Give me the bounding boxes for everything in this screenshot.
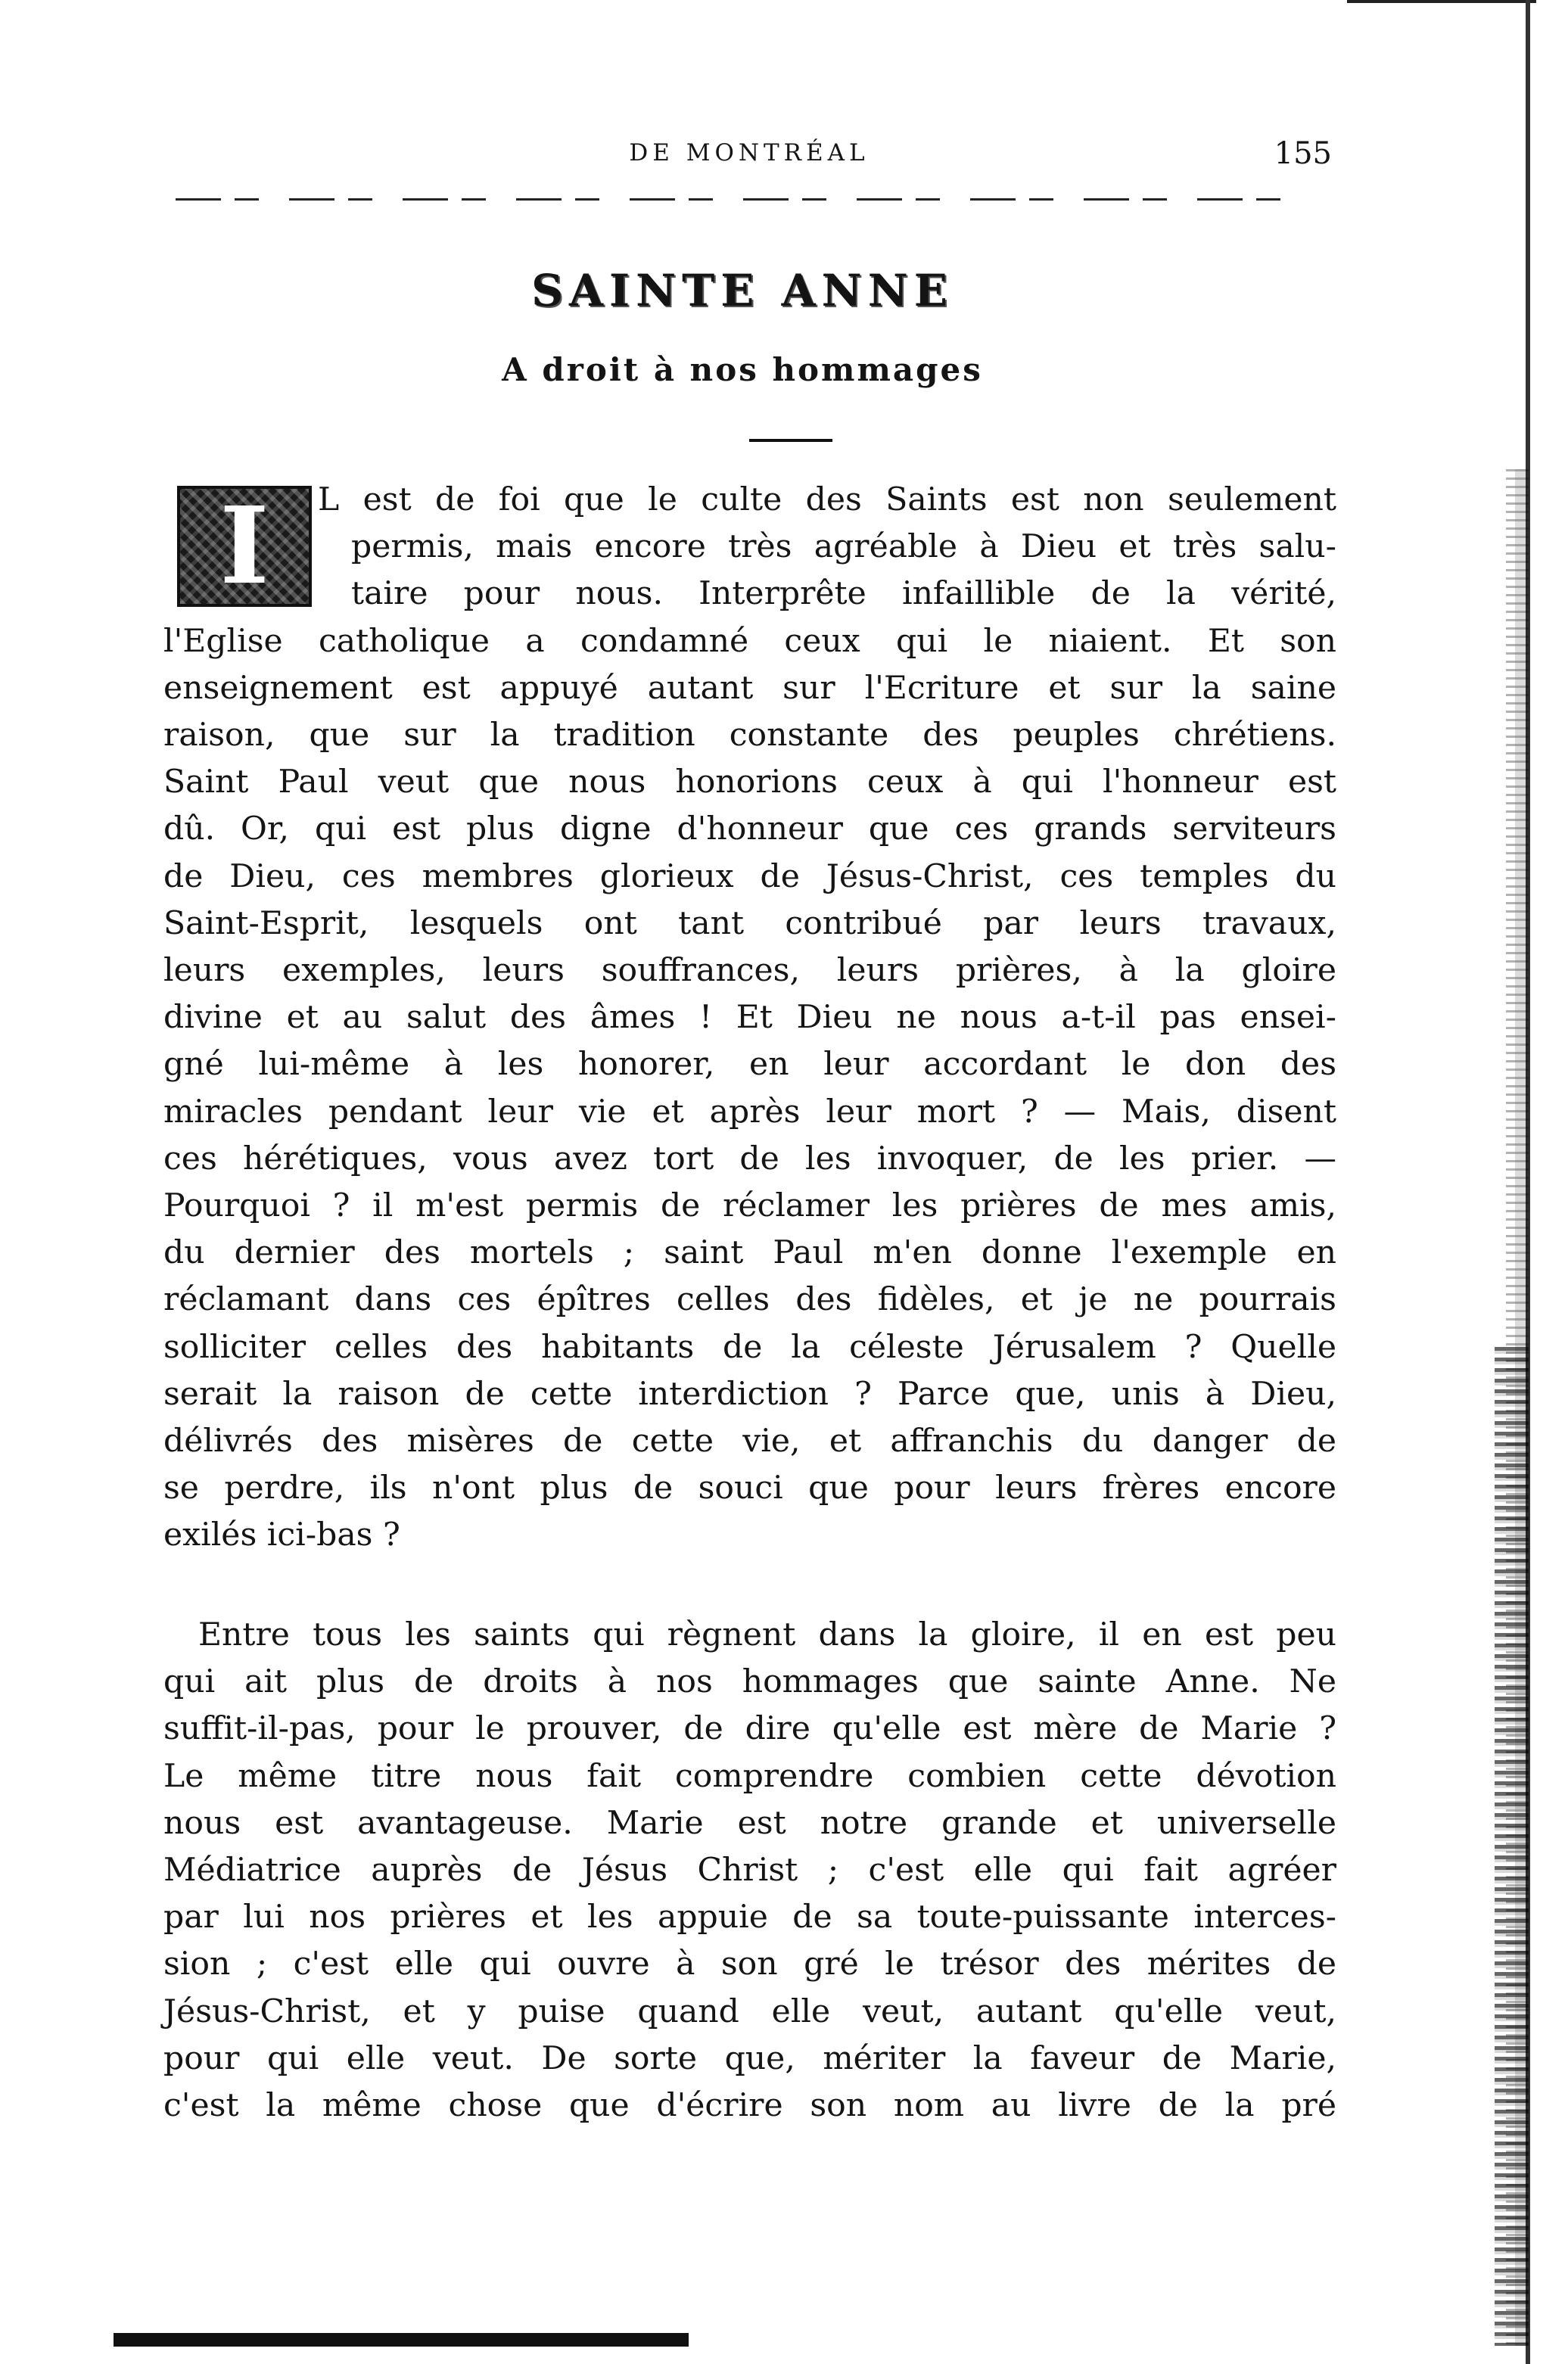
text-line: du dernier des mortels ; saint Paul m'en donne l'exemple en xyxy=(163,1234,1336,1272)
text-line: dû. Or, qui est plus digne d'honneur que ces grands serviteurs xyxy=(163,810,1336,848)
text-line: miracles pendant leur vie et après leur mort ? — Mais, disent xyxy=(163,1093,1336,1131)
text-line: exilés ici-bas ? xyxy=(163,1516,400,1554)
text-line: de Dieu, ces membres glorieux de Jésus-Christ, ces temples du xyxy=(163,857,1336,895)
header-rule xyxy=(176,198,1309,201)
text-line: l'Eglise catholique a condamné ceux qui le niaient. Et son xyxy=(163,622,1336,660)
text-line: divine et au salut des âmes ! Et Dieu ne nous a-t-il pas ensei- xyxy=(163,999,1336,1037)
text-line: Saint-Esprit, lesquels ont tant contribué par leurs travaux, xyxy=(163,904,1336,942)
chapter-subtitle: A droit à nos hommages xyxy=(502,351,983,388)
text-line: réclamant dans ces épîtres celles des fidèles, et je ne pourrais xyxy=(163,1281,1336,1319)
text-line: sion ; c'est elle qui ouvre à son gré le trésor des mérites de xyxy=(163,1946,1336,1983)
text-line: Le même titre nous fait comprendre combien cette dévotion xyxy=(163,1757,1336,1795)
text-line: L est de foi que le culte des Saints est non seulement xyxy=(318,481,1336,518)
text-line: Médiatrice auprès de Jésus Christ ; c'est elle qui fait agréer xyxy=(163,1852,1336,1889)
text-line: nous est avantageuse. Marie est notre grande et universelle xyxy=(163,1804,1336,1842)
chapter-title: SAINTE ANNE xyxy=(531,265,954,316)
text-line: permis, mais encore très agréable à Dieu et très salu- xyxy=(351,528,1336,566)
text-line: serait la raison de cette interdiction ? Parce que, unis à Dieu, xyxy=(163,1375,1336,1413)
text-line: c'est la même chose que d'écrire son nom au livre de la pré xyxy=(163,2087,1336,2124)
text-line: raison, que sur la tradition constante des peuples chrétiens. xyxy=(163,717,1336,754)
text-line: Saint Paul veut que nous honorions ceux à qui l'honneur est xyxy=(163,764,1336,801)
text-line: délivrés des misères de cette vie, et affranchis du danger de xyxy=(163,1423,1336,1460)
text-line: ces hérétiques, vous avez tort de les invoquer, de les prier. — xyxy=(163,1140,1336,1177)
page-number: 155 xyxy=(1274,136,1332,171)
text-line: se perdre, ils n'ont plus de souci que pour leurs frères encore xyxy=(163,1470,1336,1507)
text-line: Jésus-Christ, et y puise quand elle veut, autant qu'elle veut, xyxy=(163,1992,1336,2030)
text-line: suffit-il-pas, pour le prouver, de dire qu'elle est mère de Marie ? xyxy=(163,1710,1336,1748)
text-line: enseignement est appuyé autant sur l'Ecriture et sur la saine xyxy=(163,669,1336,707)
text-line: Entre tous les saints qui règnent dans la gloire, il en est peu xyxy=(198,1616,1336,1653)
text-line: Pourquoi ? il m'est permis de réclamer les prières de mes amis, xyxy=(163,1187,1336,1224)
ornament-rule xyxy=(749,439,832,442)
text-line: solliciter celles des habitants de la céleste Jérusalem ? Quelle xyxy=(163,1328,1336,1366)
text-line: pour qui elle veut. De sorte que, mériter la faveur de Marie, xyxy=(163,2039,1336,2077)
scan-edge-top xyxy=(1347,0,1536,3)
text-line: qui ait plus de droits à nos hommages que sainte Anne. Ne xyxy=(163,1663,1336,1701)
text-line: gné lui-même à les honorer, en leur accordant le don des xyxy=(163,1046,1336,1084)
running-head xyxy=(166,136,1332,174)
text-line: taire pour nous. Interprête infaillible de la vérité, xyxy=(351,575,1336,613)
running-title: DE MONTRÉAL xyxy=(629,139,870,166)
drop-cap: I xyxy=(177,486,312,607)
scan-edge-speckle-lower xyxy=(1495,1347,1529,2346)
text-line: par lui nos prières et les appuie de sa toute-puissante interces- xyxy=(163,1899,1336,1936)
text-line: leurs exemples, leurs souffrances, leurs prières, à la gloire xyxy=(163,952,1336,989)
bottom-scan-bar xyxy=(114,2333,689,2347)
